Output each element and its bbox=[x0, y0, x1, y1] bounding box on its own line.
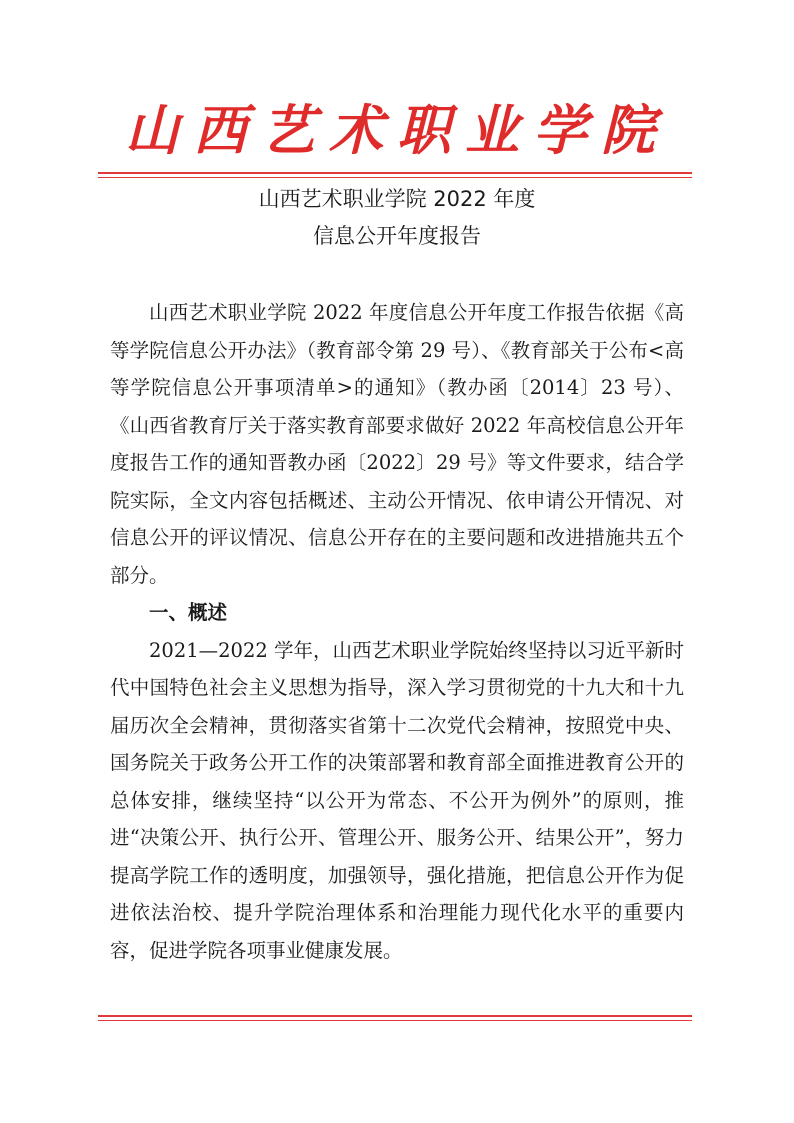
intro-paragraph: 山西艺术职业学院 2022 年度信息公开年度工作报告依据《高等学院信息公开办法》（教育部令第 29 号）、《教育部关于公布<高等学院信息公开事项清单>的通知》（教办函〔2014〕23 号）、《山西省教育厅关于落实教育部要求做好 2022 年高校信息公开年度报告工作的通知晋教办函〔2022〕29 号》等文件要求，结合学院实际，全文内容包括概述、主动公开情况、依申请公开情况、对信息公开的评议情况、信息公开存在的主要问题和改进措施共五个部分。 bbox=[110, 301, 684, 587]
masthead-red-rule-thin bbox=[98, 177, 692, 178]
masthead-org-name: 山西艺术职业学院 bbox=[125, 98, 669, 162]
footer-red-rule-thin bbox=[98, 1020, 692, 1021]
document-title-line1: 山西艺术职业学院 2022 年度 bbox=[258, 187, 536, 211]
document-body bbox=[110, 294, 684, 969]
section1-heading: 一、概述 bbox=[149, 601, 228, 624]
masthead-red-rule bbox=[98, 172, 692, 174]
footer-red-rule bbox=[98, 1015, 692, 1017]
section1-paragraph: 2021—2022 学年，山西艺术职业学院始终坚持以习近平新时代中国特色社会主义思想为指导，深入学习贯彻党的十九大和十九届历次全会精神，贯彻落实省第十二次党代会精神，按照党中央、国务院关于政务公开工作的决策部署和教育部全面推进教育公开的总体安排，继续坚持“以公开为常态、不公开为例外”的原则，推进“决策公开、执行公开、管理公开、服务公开、结果公开”，努力提高学院工作的透明度，加强领导，强化措施，把信息公开作为促进依法治校、提升学院治理体系和治理能力现代化水平的重要内容，促进学院各项事业健康发展。 bbox=[110, 638, 684, 962]
document-title-line2: 信息公开年度报告 bbox=[313, 224, 481, 248]
